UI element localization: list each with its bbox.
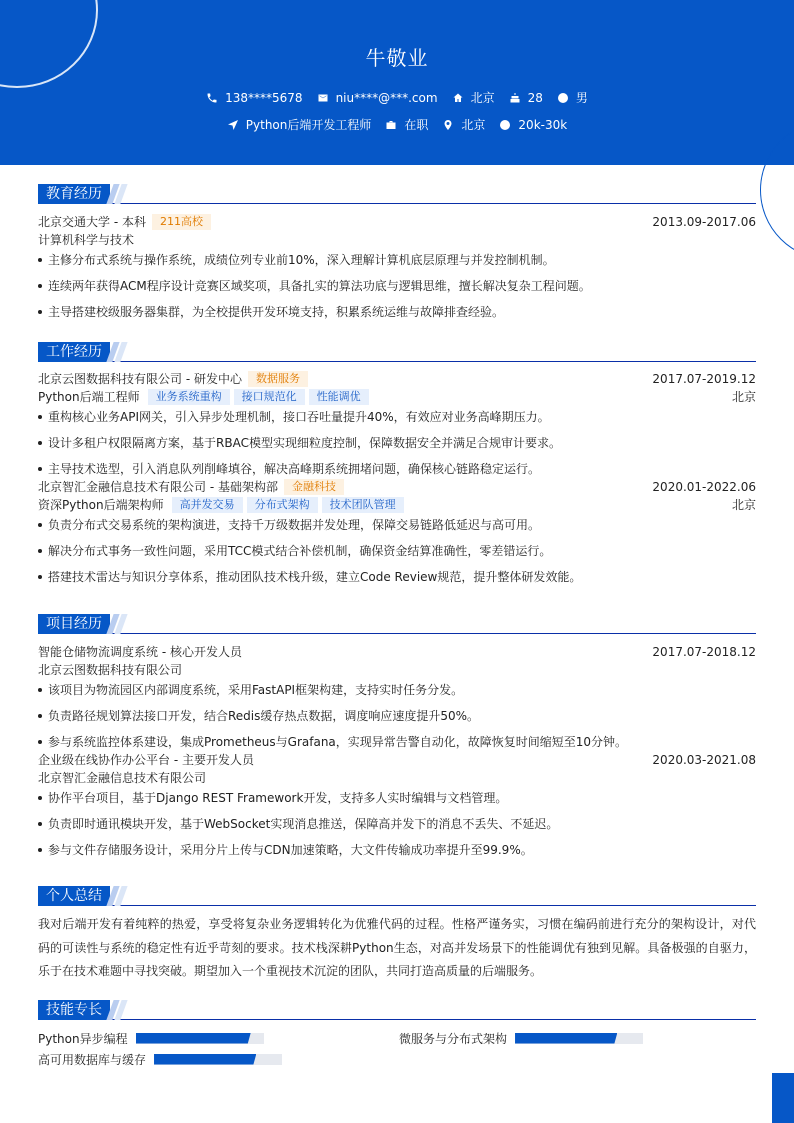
skill-tag: 接口规范化 <box>234 389 305 405</box>
email-text: niu****@***.com <box>335 90 438 105</box>
list-item: 负责分布式交易系统的架构演进，支持千万级数据并发处理，保障交易链路低延迟与高可用。 <box>38 516 756 542</box>
company-name: 北京智汇金融信息技术有限公司 - 基础架构部 <box>38 480 278 494</box>
salary-text: 20k-30k <box>518 117 568 132</box>
mail-icon <box>317 92 329 104</box>
residence-item <box>452 89 495 106</box>
work-section <box>38 342 756 594</box>
job-position: 资深Python后端架构师 <box>38 498 164 512</box>
target-city-text: 北京 <box>461 118 486 132</box>
projects-section <box>38 614 756 867</box>
job-position-row <box>38 388 756 406</box>
job-intent-row <box>0 116 794 133</box>
candidate-name: 牛敬业 <box>365 46 429 70</box>
age-text: 28 <box>527 90 543 105</box>
skill-bar-fill <box>154 1054 256 1065</box>
target-position-text: Python后端开发工程师 <box>245 118 372 132</box>
major: 计算机科学与技术 <box>38 233 135 247</box>
job-city: 北京 <box>731 390 756 404</box>
target-position-item <box>227 116 372 133</box>
target-city-item <box>442 116 485 133</box>
decorative-corner-block <box>772 1073 794 1123</box>
skills-list <box>38 1026 756 1076</box>
skill-tag: 高并发交易 <box>172 497 243 513</box>
project-date: 2017.07-2018.12 <box>652 645 756 659</box>
job-header <box>38 370 756 388</box>
skill-tag: 分布式架构 <box>247 497 318 513</box>
gender-icon <box>557 92 569 104</box>
section-title <box>38 614 756 634</box>
section-title-label: 个人总结 <box>38 886 110 906</box>
project-header <box>38 751 756 769</box>
section-title-label: 教育经历 <box>38 184 110 204</box>
section-title-label: 技能专长 <box>38 1000 110 1020</box>
skill-bar <box>515 1033 643 1044</box>
project-date: 2020.03-2021.08 <box>652 753 756 767</box>
list-item: 负责路径规划算法接口开发，结合Redis缓存热点数据，调度响应速度提升50%。 <box>38 707 756 733</box>
skill-bar-fill <box>136 1033 251 1044</box>
section-title <box>38 886 756 906</box>
industry-tag: 数据服务 <box>248 371 308 387</box>
list-item: 设计多租户权限隔离方案，基于RBAC模型实现细粒度控制，保障数据安全并满足合规审计要求。 <box>38 434 756 460</box>
phone-icon <box>206 92 218 104</box>
send-icon <box>227 119 239 131</box>
project-header <box>38 643 756 661</box>
school-tag: 211高校 <box>152 214 211 230</box>
skill-bar <box>154 1054 282 1065</box>
job-position-row <box>38 496 756 514</box>
list-item: 搭建技术雷达与知识分享体系，推动团队技术栈升级，建立Code Review规范，提升整体研发效能。 <box>38 568 756 594</box>
list-item: 解决分布式事务一致性问题，采用TCC模式结合补偿机制，确保资金结算准确性，零差错运行。 <box>38 542 756 568</box>
company-name: 北京云图数据科技有限公司 - 研发中心 <box>38 372 242 386</box>
list-item: 参与文件存储服务设计，采用分片上传与CDN加速策略，大文件传输成功率提升至99.9%。 <box>38 841 756 867</box>
skill-tag: 技术团队管理 <box>322 497 404 513</box>
project-company: 北京智汇金融信息技术有限公司 <box>38 771 207 785</box>
skill-tag: 性能调优 <box>309 389 369 405</box>
summary-text: 我对后端开发有着纯粹的热爱，享受将复杂业务逻辑转化为优雅代码的过程。性格严谨务实，习惯在编码前进行充分的架构设计，对代码的可读性与系统的稳定性有近乎苛刻的要求。技术栈深耕Python生态，对高并发场景下的性能调优有独到见解。具备极强的自驱力，乐于在技术难题中寻找突破。期望加入一个重视技术沉淀的团队，共同打造高质量的后端服务。 <box>38 917 756 978</box>
list-item: 主修分布式系统与操作系统，成绩位列专业前10%，深入理解计算机底层原理与并发控制机制。 <box>38 251 756 277</box>
job-date: 2020.01-2022.06 <box>652 480 756 494</box>
school-name: 北京交通大学 - 本科 <box>38 215 146 229</box>
list-item: 重构核心业务API网关，引入异步处理机制，接口吞吐量提升40%，有效应对业务高峰期压力。 <box>38 408 756 434</box>
phone-text: 138****5678 <box>225 90 303 105</box>
project-company: 北京云图数据科技有限公司 <box>38 663 183 677</box>
skill-bar-fill <box>515 1033 617 1044</box>
job-position: Python后端工程师 <box>38 390 140 404</box>
summary-section <box>38 886 756 984</box>
briefcase-icon <box>385 119 397 131</box>
industry-tag: 金融科技 <box>284 479 344 495</box>
list-item: 该项目为物流园区内部调度系统，采用FastAPI框架构建，支持实时任务分发。 <box>38 681 756 707</box>
section-title <box>38 184 756 204</box>
skill-name: Python异步编程 <box>38 1031 128 1046</box>
section-title <box>38 342 756 362</box>
list-item: 主导技术选型，引入消息队列削峰填谷，解决高峰期系统拥堵问题，确保核心链路稳定运行。 <box>38 460 756 478</box>
list-item: 协作平台项目，基于Django REST Framework开发，支持多人实时编辑与文档管理。 <box>38 789 756 815</box>
contact-info-row <box>0 89 794 106</box>
skill-tag: 业务系统重构 <box>148 389 230 405</box>
gender-text: 男 <box>575 91 588 105</box>
list-item: 负责即时通讯模块开发，基于WebSocket实现消息推送，保障高并发下的消息不丢失、不延迟。 <box>38 815 756 841</box>
cake-icon <box>509 92 521 104</box>
age-item <box>509 91 543 105</box>
status-item <box>385 116 428 133</box>
list-item: 参与系统监控体系建设，集成Prometheus与Grafana，实现异常告警自动化，故障恢复时间缩短至10分钟。 <box>38 733 756 751</box>
job-header <box>38 478 756 496</box>
skill-item <box>38 1028 264 1048</box>
salary-icon <box>499 119 511 131</box>
education-date: 2013.09-2017.06 <box>652 215 756 229</box>
education-section <box>38 184 756 329</box>
project-name: 企业级在线协作办公平台 - 主要开发人员 <box>38 753 254 767</box>
skill-name: 高可用数据库与缓存 <box>38 1052 147 1067</box>
home-icon <box>452 92 464 104</box>
education-entry-header <box>38 213 756 231</box>
salary-item <box>499 118 567 132</box>
section-title <box>38 1000 756 1020</box>
status-text: 在职 <box>404 118 429 132</box>
resume-header <box>0 0 794 165</box>
section-title-label: 项目经历 <box>38 614 110 634</box>
gender-item <box>557 89 588 106</box>
project-name: 智能仓储物流调度系统 - 核心开发人员 <box>38 645 242 659</box>
section-title-label: 工作经历 <box>38 342 110 362</box>
list-item: 主导搭建校级服务器集群，为全校提供开发环境支持，积累系统运维与故障排查经验。 <box>38 303 756 329</box>
residence-text: 北京 <box>470 91 495 105</box>
job-city: 北京 <box>731 498 756 512</box>
location-pin-icon <box>442 119 454 131</box>
skill-name: 微服务与分布式架构 <box>399 1031 508 1046</box>
email-item <box>317 91 438 105</box>
skill-item <box>399 1028 643 1048</box>
skill-item <box>38 1049 282 1069</box>
skills-section <box>38 1000 756 1076</box>
skill-bar <box>136 1033 264 1044</box>
list-item: 连续两年获得ACM程序设计竞赛区域奖项，具备扎实的算法功底与逻辑思维，擅长解决复杂工程问题。 <box>38 277 756 303</box>
job-date: 2017.07-2019.12 <box>652 372 756 386</box>
phone-item <box>206 91 302 105</box>
